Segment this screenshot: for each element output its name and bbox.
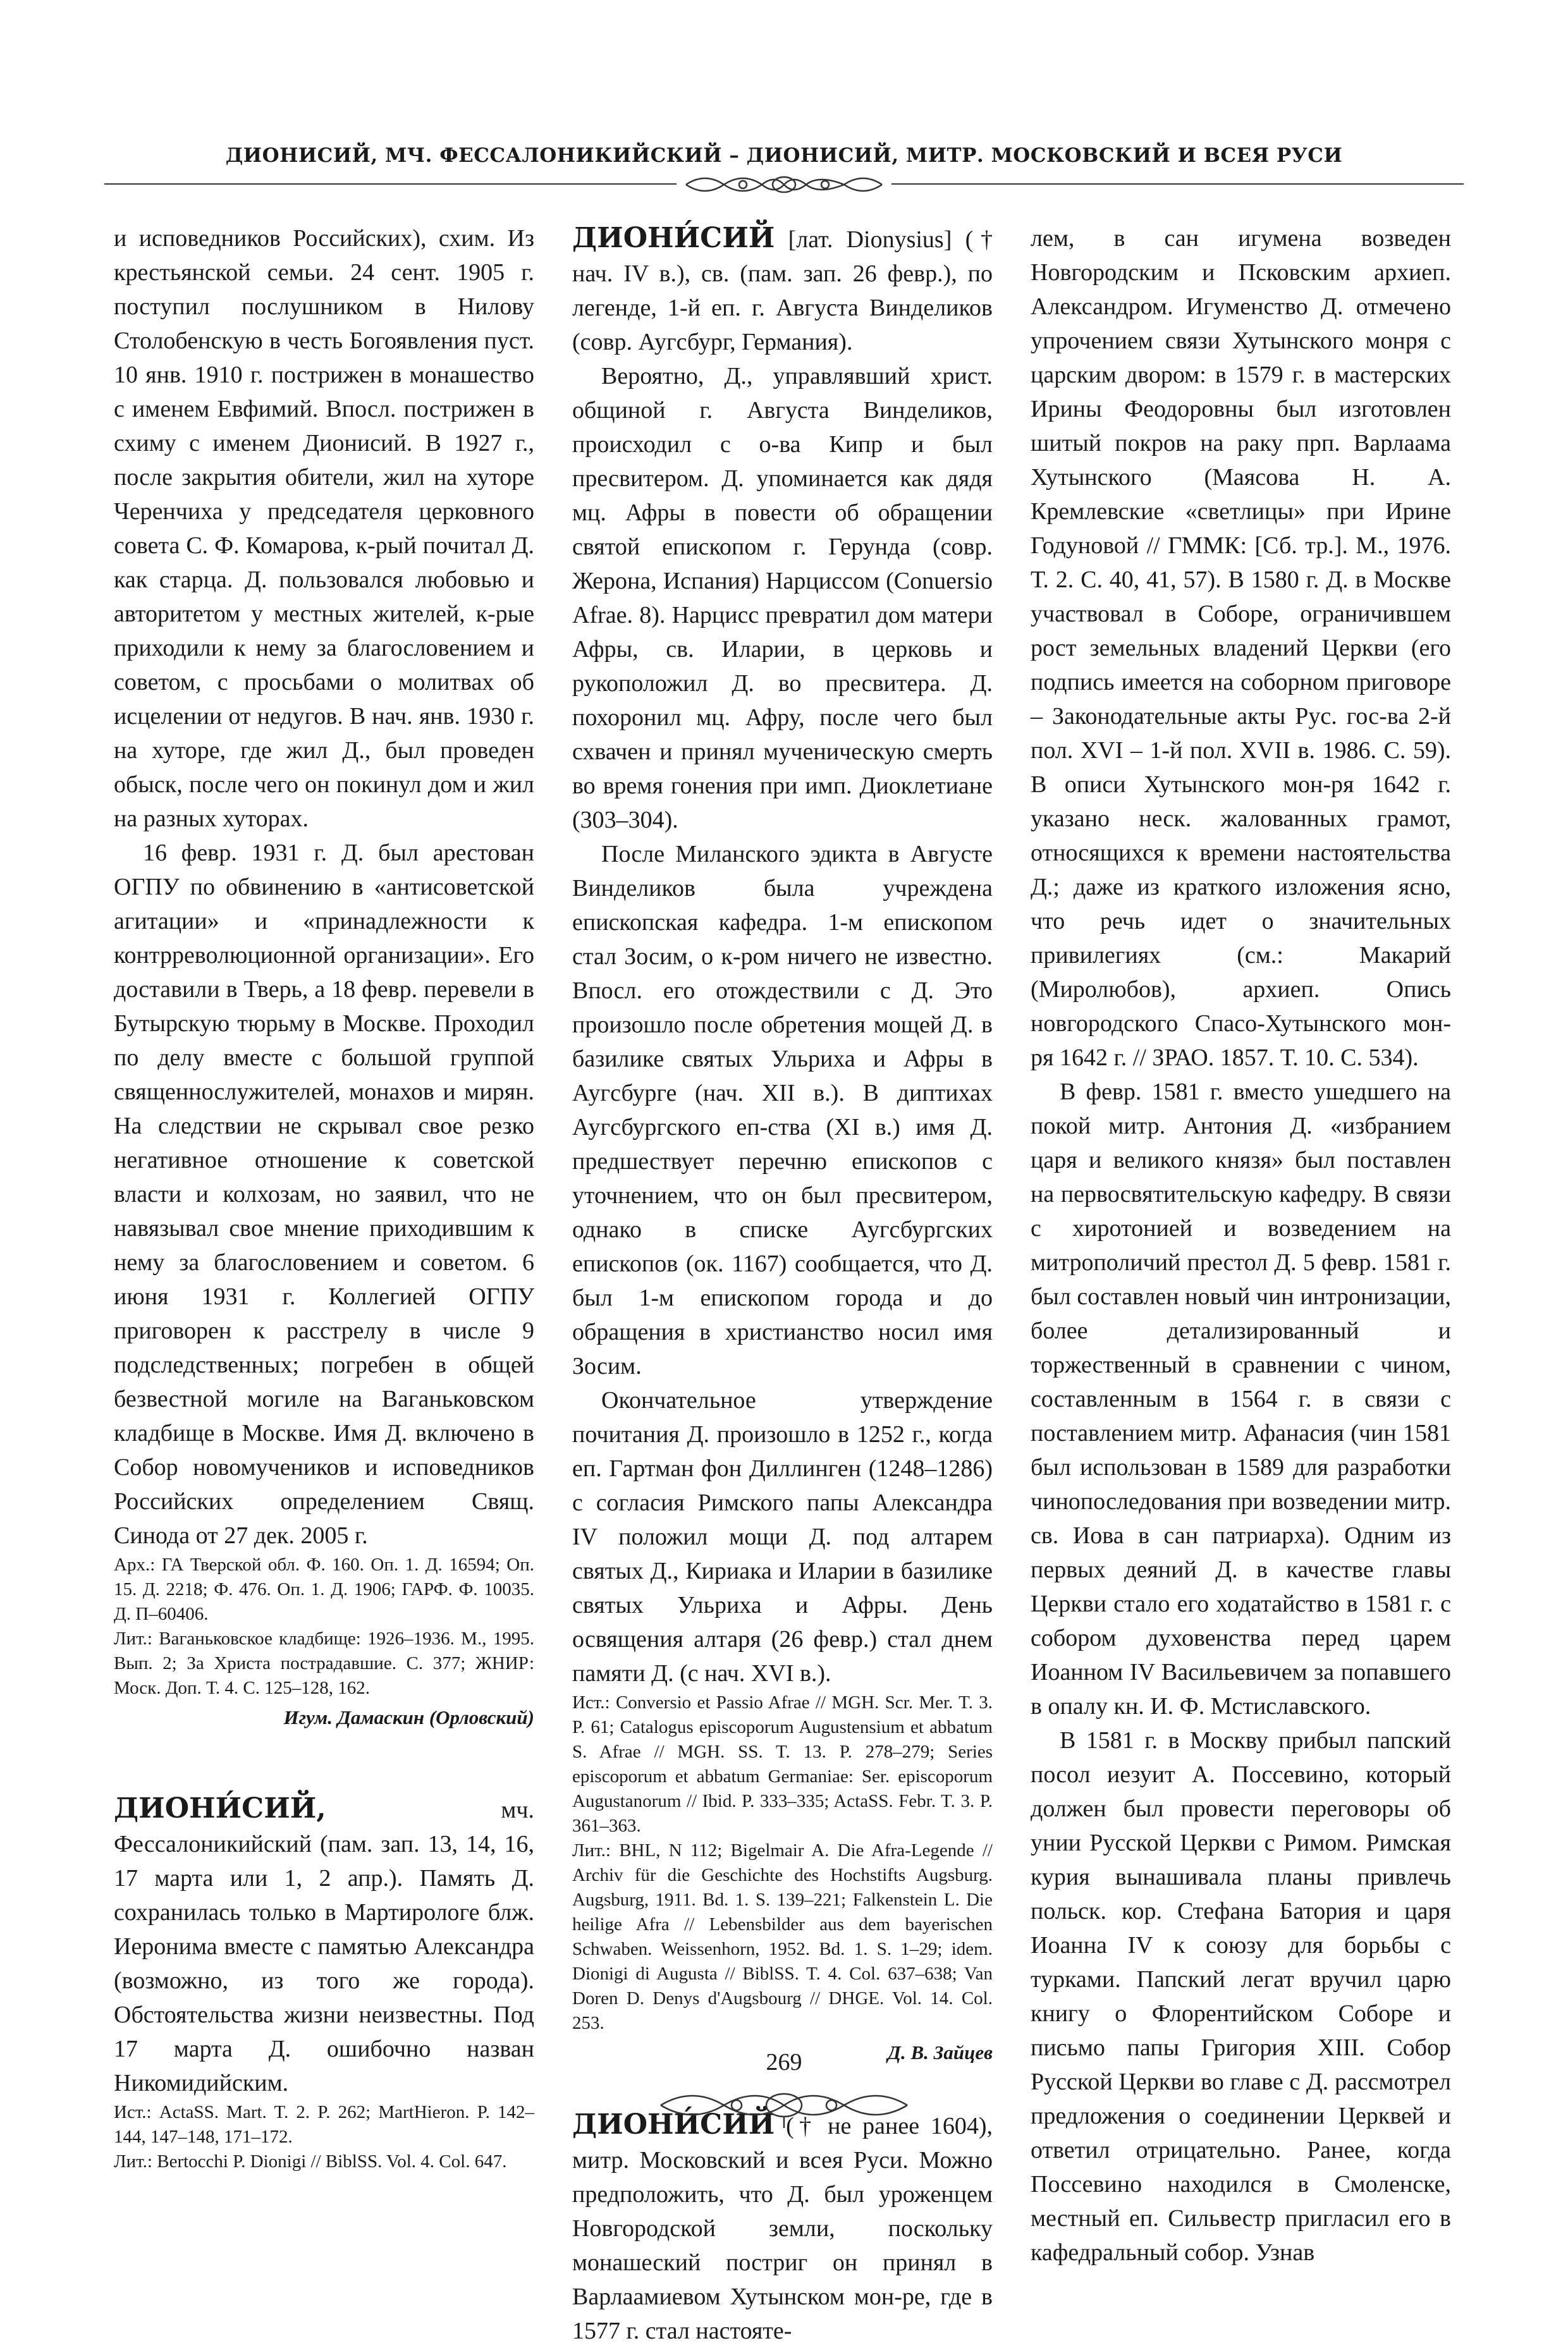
entry-dionysius-augsburg xyxy=(572,221,993,359)
entry-body: мч. Фессалоникийский (пам. зап. 13, 14, 16, 17 марта или 1, 2 апр.). Память Д. сохранилась только в Мартирологе блж. Иеронима вместе с памятью Александра (возможно, из того же города). Обстоятельства жизни неизвестны. Под 17 марта Д. ошибочно назван Никомидийским. xyxy=(114,1797,534,2096)
entry-headword: ДИОНИ́СИЙ xyxy=(572,2108,775,2141)
literature-sources: Лит.: BHL, N 112; Bigelmair A. Die Afra-Legende // Archiv für die Geschichte des Hochstifts Augsburg. Augsburg, 1911. Bd. 1. S. 139–221; Falkenstein L. Die heilige Afra // Lebensbilder aus dem bayerischen Schwaben. Weissenhorn, 1952. Bd. 1. S. 1–29; idem. Dionigi di Augusta // BiblSS. T. 4. Col. 637–638; Van Doren D. Denys d'Augsbourg // DHGE. Vol. 14. Col. 253. xyxy=(572,1840,993,2033)
paragraph: Окончательное утверждение почитания Д. произошло в 1252 г., когда еп. Гартман фон Диллинген (1248–1286) с согласия Римского папы Александра IV положил мощи Д. под алтарем святых Д., Кириака и Иларии в базилике святых Ульриха и Афры. День освящения алтаря (26 февр.) стал днем памяти Д. (с нач. XVI в.). xyxy=(572,1387,993,1687)
paragraph: После Миланского эдикта в Августе Винделиков была учреждена епископская кафедра. 1-м епископом стал Зосим, о к-ром ничего не известно. Впосл. его отождествили с Д. Это произошло после обретения мощей Д. в базилике святых Ульриха и Афры в Аугсбурге (нач. XII в.). В диптихах Аугсбургского еп-ства (XI в.) имя Д. предшествует перечню епископов с уточнением, что он был пресвитером, однако в списке Аугсбургских епископов (ок. 1167) сообщается, что Д. был 1-м епископом города и до обращения в христианство носил имя Зосим. xyxy=(572,841,993,1379)
paragraph: В февр. 1581 г. вместо ушедшего на покой митр. Антония Д. «избранием царя и великого князя» был поставлен на первосвятительскую кафедру. В связи с хиротонией и возведением на митрополичий престол Д. 5 февр. 1581 г. был составлен новый чин интронизации, более детализированный и торжественный в сравнении с чином, составленным в 1564 г. в связи с поставлением митр. Афанасия (чин 1581 был использован в 1589 для разработки чинопоследования при возведении митр. св. Иова в сан патриарха). Одним из первых деяний Д. в качестве главы Церкви стало его ходатайство в 1581 г. с собором духовенства перед царем Иоанном IV Васильевичем за попавшего в опалу кн. И. Ф. Мстиславского. xyxy=(1031,1079,1451,1720)
running-head: ДИОНИСИЙ, МЧ. ФЕССАЛОНИКИЙСКИЙ – ДИОНИСИЙ, МИТР. МОСКОВСКИЙ И ВСЕЯ РУСИ xyxy=(225,144,1343,167)
article-author: Игум. Дамаскин (Орловский) xyxy=(283,1706,534,1728)
entry-headword: ДИОНИ́СИЙ, xyxy=(114,1792,326,1825)
entry-body: [лат. Dionysius] († нач. IV в.), св. (пам. зап. 26 февр.), по легенде, 1-й еп. г. Августа Винделиков (совр. Аугсбург, Германия). xyxy=(572,226,993,355)
entry-separator xyxy=(114,1735,534,1792)
historical-sources: Ист.: ActaSS. Mart. T. 2. P. 262; MartHieron. P. 142–144, 147–148, 171–172. xyxy=(114,2102,534,2147)
historical-sources: Ист.: Conversio et Passio Afrae // MGH. Scr. Mer. T. 3. P. 61; Catalogus episcoporum Augustensium et abbatum S. Afrae // MGH. SS. T. 13. P. 278–279; Series episcoporum et abbatum Germaniae: Ser. episcoporum Augustanorum // Ibid. P. 333–335; ActaSS. Febr. T. 3. P. 361–363. xyxy=(572,1692,993,1836)
header-ornament-icon xyxy=(680,168,888,201)
literature-sources: Лит.: Bertocchi P. Dionigi // BiblSS. Vol. 4. Col. 647. xyxy=(114,2151,507,2172)
footer-ornament-icon xyxy=(654,2080,914,2131)
header-rule-right xyxy=(891,183,1464,185)
paragraph: и исповедников Российских), схим. Из крестьянской семьи. 24 сент. 1905 г. поступил послушником в Нилову Столобенскую в честь Богоявления пуст. 10 янв. 1910 г. пострижен в монашество с именем Евфимий. Впосл. пострижен в схиму с именем Дионисий. В 1927 г., после закрытия обители, жил на хуторе Черенчиха у председателя церковного совета С. Ф. Комарова, к-рый почитал Д. как старца. Д. пользовался любовью и авторитетом у местных жителей, к-рые приходили к нему за благословением и советом, с просьбами о молитвах об исцелении от недугов. В нач. янв. 1930 г. на хуторе, где жил Д., был проведен обыск, после чего он покинул дом и жил на разных хуторах. xyxy=(114,225,534,832)
literature-sources: Лит.: Ваганьковское кладбище: 1926–1936. М., 1995. Вып. 2; За Христа пострадавшие. С. 377; ЖНИР: Моск. Доп. Т. 4. С. 125–128, 162. xyxy=(114,1629,534,1698)
column-middle xyxy=(572,221,993,2344)
header-rule-left xyxy=(104,183,677,185)
archive-sources: Арх.: ГА Тверской обл. Ф. 160. Оп. 1. Д. 16594; Оп. 15. Д. 2218; Ф. 476. Оп. 1. Д. 1906; ГАРФ. Ф. 10035. Д. П–60406. xyxy=(114,1555,534,1624)
page-number: 269 xyxy=(766,2049,802,2076)
article-author: Д. В. Зайцев xyxy=(887,2041,993,2064)
paragraph: 16 февр. 1931 г. Д. был арестован ОГПУ по обвинению в «антисоветской агитации» и «принадлежности к контрреволюционной организации». Его доставили в Тверь, а 18 февр. перевели в Бутырскую тюрьму в Москве. Проходил по делу вместе с большой группой священнослужителей, монахов и мирян. На следствии не скрывал свое резко негативное отношение к советской власти и колхозам, но заявил, что не навязывал свое мнение приходившим к нему за благословением и советом. 6 июня 1931 г. Коллегией ОГПУ приговорен к расстрелу в числе 9 подследственных; погребен в общей безвестной могиле на Ваганьковском кладбище в Москве. Имя Д. включено в Собор новомучеников и исповедников Российских определением Свящ. Синода от 27 дек. 2005 г. xyxy=(114,840,534,1549)
paragraph: Вероятно, Д., управлявший христ. общиной г. Августа Винделиков, происходил с о-ва Кипр и был пресвитером. Д. упоминается как дядя мц. Афры в повести об обращении святой епископом г. Герунда (совр. Жерона, Испания) Нарциссом (Conuersio Afrae. 8). Нарцисс превратил дом матери Афры, св. Иларии, в церковь и рукоположил Д. во пресвитера. Д. похоронил мц. Афру, после чего был схвачен и принял мученическую смерть во время гонения при имп. Диоклетиане (303–304). xyxy=(572,363,993,833)
paragraph: В 1581 г. в Москву прибыл папский посол иезуит А. Поссевино, который должен был провести переговоры об унии Русской Церкви с Римом. Римская курия вынашивала планы привлечь польск. кор. Стефана Батория и царя Иоанна IV к союзу для борьбы с турками. Папский легат вручил царю книгу о Флорентийском Соборе и письмо папы Григория XIII. Собор Русской Церкви во главе с Д. рассмотрел предложения о соединении Церквей и ответил отрицательно. Ранее, когда Поссевино находился в Смоленске, местный еп. Сильвестр пригласил его в кафедральный собор. Узнав xyxy=(1031,1727,1451,2266)
column-left xyxy=(114,221,534,2172)
entry-body: († не ранее 1604), митр. Московский и всея Руси. Можно предположить, что Д. был уроженцем Новгородской земли, поскольку монашеский постриг он принял в Варлаамиевом Хутынском мон-ре, где в 1577 г. стал настояте- xyxy=(572,2113,993,2344)
entry-headword: ДИОНИ́СИЙ xyxy=(572,222,775,254)
entry-dionysius-metropolitan xyxy=(572,2108,993,2348)
column-right xyxy=(1031,221,1451,2266)
paragraph: лем, в сан игумена возведен Новгородским и Псковским архиеп. Александром. Игуменство Д. отмечено упрочением связи Хутынского монря с царским двором: в 1579 г. в мастерских Ирины Феодоровны был изготовлен шитый покров на раку прп. Варлаама Хутынского (Маясова Н. А. Кремлевские «светлицы» при Ирине Годуновой // ГММК: [Сб. тр.]. М., 1976. Т. 2. С. 40, 41, 57). В 1580 г. Д. в Москве участвовал в Соборе, ограничившем рост земельных владений Церкви (его подпись имеется на соборном приговоре – Законодательные акты Рус. гос-ва 2-й пол. XVI – 1-й пол. XVII в. 1986. С. 59). В описи Хутынского мон-ря 1642 г. указано неск. жалованных грамот, относящихся к времени настоятельства Д.; даже из краткого изложения ясно, что речь идет о значительных привилегиях (см.: Макарий (Миролюбов), архиеп. Опись новгородского Спасо-Хутынского мон-ря 1642 г. // ЗРАО. 1857. Т. 10. С. 534). xyxy=(1031,225,1451,1071)
